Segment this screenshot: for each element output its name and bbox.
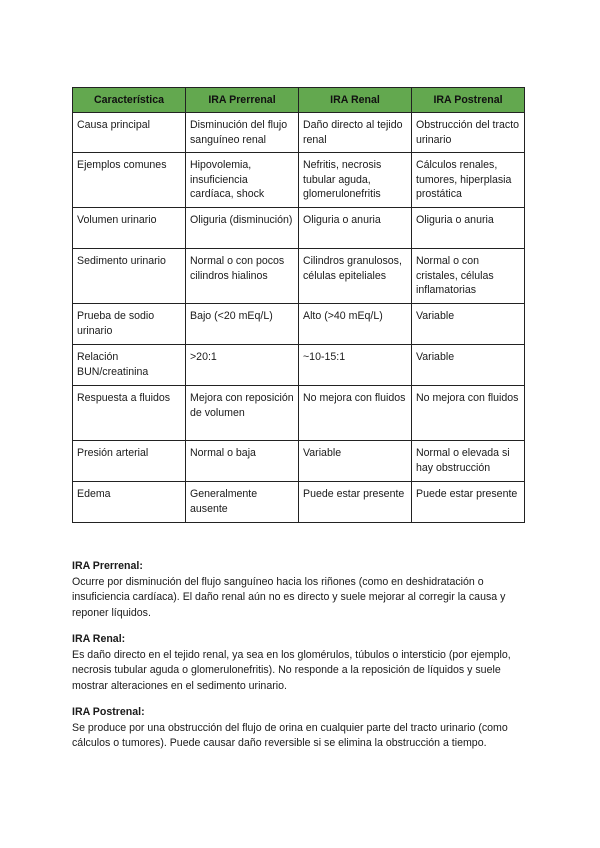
table-row [73, 249, 525, 304]
table-cell: Mejora con reposición de volumen [186, 386, 299, 441]
table-cell: No mejora con fluidos [412, 386, 525, 441]
table-cell: Prueba de sodio urinario [73, 304, 186, 345]
table-cell: No mejora con fluidos [299, 386, 412, 441]
comparison-table [72, 87, 525, 523]
table-cell: Puede estar presente [299, 482, 412, 523]
table-row [73, 113, 525, 153]
table-cell: ~10-15:1 [299, 345, 412, 386]
table-row [73, 304, 525, 345]
table-cell: Variable [299, 441, 412, 482]
table-cell: Volumen urinario [73, 208, 186, 249]
header-postrenal: IRA Postrenal [412, 88, 525, 113]
table-cell: Obstrucción del tracto urinario [412, 113, 525, 153]
notes-section [72, 559, 532, 763]
table-cell: Oliguria (disminución) [186, 208, 299, 249]
table-cell: Sedimento urinario [73, 249, 186, 304]
table-cell: Hipovolemia, insuficiencia cardíaca, shock [186, 153, 299, 208]
table-row [73, 441, 525, 482]
note-renal [72, 632, 532, 694]
table-cell: Normal o elevada si hay obstrucción [412, 441, 525, 482]
table-row [73, 345, 525, 386]
table-cell: Edema [73, 482, 186, 523]
table-cell: Nefritis, necrosis tubular aguda, glomerulonefritis [299, 153, 412, 208]
table-cell: Variable [412, 304, 525, 345]
header-renal: IRA Renal [299, 88, 412, 113]
table-cell: Normal o baja [186, 441, 299, 482]
table-cell: Variable [412, 345, 525, 386]
table-cell: Bajo (<20 mEq/L) [186, 304, 299, 345]
table-row [73, 153, 525, 208]
table-cell: Cálculos renales, tumores, hiperplasia prostática [412, 153, 525, 208]
table-cell: Alto (>40 mEq/L) [299, 304, 412, 345]
table-row [73, 482, 525, 523]
table-cell: >20:1 [186, 345, 299, 386]
table-cell: Daño directo al tejido renal [299, 113, 412, 153]
note-body: Ocurre por disminución del flujo sanguíneo hacia los riñones (como en deshidratación o insuficiencia cardíaca). El daño renal aún no es directo y suele mejorar al corregir la causa y reponer líquidos. [72, 575, 506, 619]
note-title: IRA Renal: [72, 633, 126, 645]
table-cell: Puede estar presente [412, 482, 525, 523]
table-cell: Oliguria o anuria [412, 208, 525, 249]
table-row [73, 386, 525, 441]
note-prerenal [72, 559, 532, 621]
table-cell: Generalmente ausente [186, 482, 299, 523]
note-title: IRA Prerrenal: [72, 560, 143, 572]
table-row [73, 208, 525, 249]
table-cell: Ejemplos comunes [73, 153, 186, 208]
note-title: IRA Postrenal: [72, 706, 145, 718]
table-cell: Respuesta a fluidos [73, 386, 186, 441]
table-cell: Normal o con cristales, células inflamatorias [412, 249, 525, 304]
header-prerenal: IRA Prerrenal [186, 88, 299, 113]
table-cell: Oliguria o anuria [299, 208, 412, 249]
table-cell: Relación BUN/creatinina [73, 345, 186, 386]
table-cell: Disminución del flujo sanguíneo renal [186, 113, 299, 153]
table-cell: Causa principal [73, 113, 186, 153]
note-body: Es daño directo en el tejido renal, ya sea en los glomérulos, túbulos o intersticio (por ejemplo, necrosis tubular aguda o glomerulonefritis). No responde a la reposición de líquidos y suele mostrar alteraciones en el sedimento urinario. [72, 648, 511, 692]
table-cell: Cilindros granulosos, células epiteliales [299, 249, 412, 304]
table-cell: Presión arterial [73, 441, 186, 482]
note-postrenal [72, 705, 532, 752]
table-header-row [73, 88, 525, 113]
table-cell: Normal o con pocos cilindros hialinos [186, 249, 299, 304]
header-feature: Característica [73, 88, 186, 113]
note-body: Se produce por una obstrucción del flujo de orina en cualquier parte del tracto urinario (como cálculos o tumores). Puede causar daño reversible si se elimina la obstrucción a tiempo. [72, 721, 508, 749]
